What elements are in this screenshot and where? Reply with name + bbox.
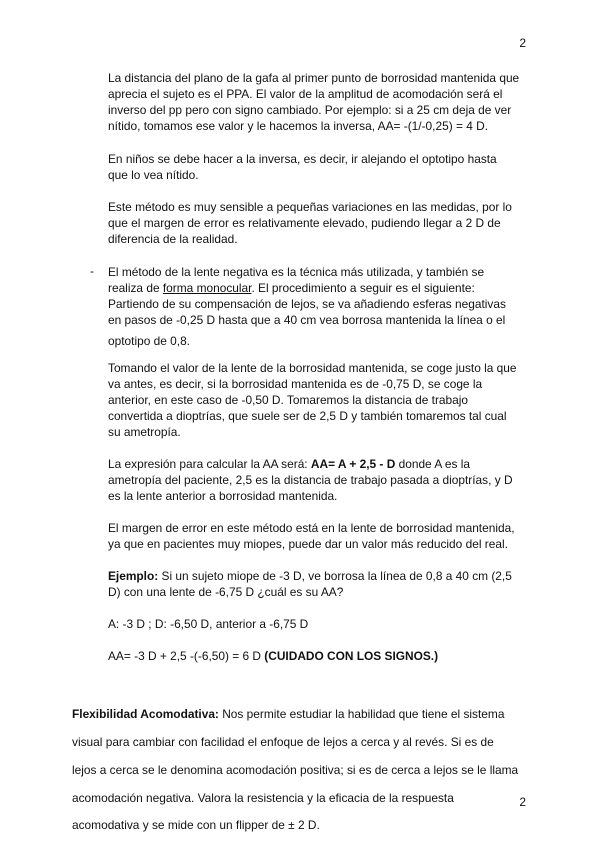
text-line: lejos a cerca se le denomina acomodación positiva; si es de cerca a lejos se le llama	[72, 762, 519, 777]
text-span: . El procedimiento a seguir es el siguiente:	[251, 281, 475, 295]
text-line: En niños se debe hacer a la inversa, es decir, ir alejando el optotipo hasta	[108, 152, 497, 166]
page-number-bottom: 2	[519, 795, 526, 809]
text-line: acomodación negativa. Valora la resistencia y la eficacia de la respuesta	[72, 790, 454, 805]
text-line	[108, 456, 528, 472]
text-line: convertida a dioptrías, que suele ser de 2,5 D y también tomaremos tal cual	[108, 409, 507, 423]
text-span: realiza de	[108, 281, 163, 295]
text-line: acomodativa y se mide con un flipper de ± 2 D.	[72, 818, 320, 833]
text-line: aprecia el sujeto es el PPA. El valor de la amplitud de acomodación será el	[108, 87, 503, 101]
paragraph-ninos	[108, 151, 528, 183]
text-line: La distancia del plano de la gafa al primer punto de borrosidad mantenida que	[108, 71, 520, 85]
text-line	[108, 280, 528, 296]
formula: AA= A + 2,5 - D	[310, 457, 396, 471]
paragraph-sensibilidad	[108, 199, 528, 247]
text-span: Nos permite estudiar la habilidad que tiene el sistema	[218, 706, 505, 721]
text-line: es la lente anterior a borrosidad mantenida.	[108, 489, 338, 503]
text-line: Este método es muy sensible a pequeñas variaciones en las medidas, por lo	[108, 200, 512, 214]
paragraph-expresion	[108, 456, 528, 504]
text-span: donde A es la	[395, 457, 471, 471]
text-line: ya que en pacientes muy miopes, puede dar un valor más reducido del real.	[108, 537, 508, 551]
paragraph-flexibilidad	[72, 694, 528, 845]
bullet-dash: -	[90, 264, 94, 278]
text-line	[108, 648, 528, 664]
text-line: Partiendo de su compensación de lejos, se va añadiendo esferas negativas	[108, 297, 506, 311]
text-line: diferencia de la realidad.	[108, 232, 238, 246]
text-line: que el margen de error es relativamente elevado, pudiendo llegar a 2 D de	[108, 216, 501, 230]
text-line: visual para cambiar con facilidad el enfoque de lejos a cerca y al revés. Si es de	[72, 734, 494, 749]
text-span: AA= -3 D + 2,5 -(-6,50) = 6 D	[108, 649, 265, 663]
text-line: su ametropía.	[108, 425, 181, 439]
text-line: va antes, es decir, si la borrosidad mantenida es de -0,75 D, se coge la	[108, 377, 483, 391]
page-number-top: 2	[519, 36, 526, 50]
text-line: Tomando el valor de la lente de la borrosidad mantenida, se coge justo la que	[108, 361, 517, 375]
text-line	[72, 706, 528, 722]
text-line: en pasos de -0,25 D hasta que a 40 cm vea borrosa mantenida la línea o el	[108, 313, 506, 327]
text-span: La expresión para calcular la AA será:	[108, 457, 311, 471]
text-line	[108, 568, 528, 584]
text-line: D) con una lente de -6,75 D ¿cuál es su AA?	[108, 585, 344, 599]
text-line: A: -3 D ; D: -6,50 D, anterior a -6,75 D	[108, 617, 309, 631]
paragraph-datos	[108, 616, 528, 632]
text-line: anterior, en este caso de -0,50 D. Tomaremos la distancia de trabajo	[108, 393, 469, 407]
text-line: El margen de error en este método está en la lente de borrosidad mantenida,	[108, 521, 515, 535]
text-line: El método de la lente negativa es la técnica más utilizada, y también se	[108, 265, 485, 279]
text-line: que lo vea nítido.	[108, 168, 199, 182]
section-heading: Flexibilidad Acomodativa:	[72, 706, 219, 721]
underlined-term: forma monocular	[162, 281, 252, 295]
text-line: nítido, tomamos ese valor y le hacemos la inversa, AA= -(1/-0,25) = 4 D.	[108, 119, 489, 133]
example-label: Ejemplo:	[108, 569, 159, 583]
warning-text: (CUIDADO CON LOS SIGNOS.)	[264, 649, 439, 663]
paragraph-margen-error	[108, 520, 528, 552]
text-line: optotipo de 0,8.	[108, 334, 190, 348]
text-line: ametropía del paciente, 2,5 es la distancia de trabajo pasada a dioptrías, y D	[108, 473, 513, 487]
paragraph-ejemplo	[108, 568, 528, 600]
paragraph-ppa	[108, 70, 528, 134]
paragraph-calculo	[108, 648, 528, 664]
text-line: inverso del pp pero con signo cambiado. Por ejemplo: si a 25 cm deja de ver	[108, 103, 512, 117]
text-span: Si un sujeto miope de -3 D, ve borrosa la línea de 0,8 a 40 cm (2,5	[158, 569, 512, 583]
paragraph-lente-negativa	[108, 264, 528, 349]
paragraph-tomando	[108, 360, 528, 440]
